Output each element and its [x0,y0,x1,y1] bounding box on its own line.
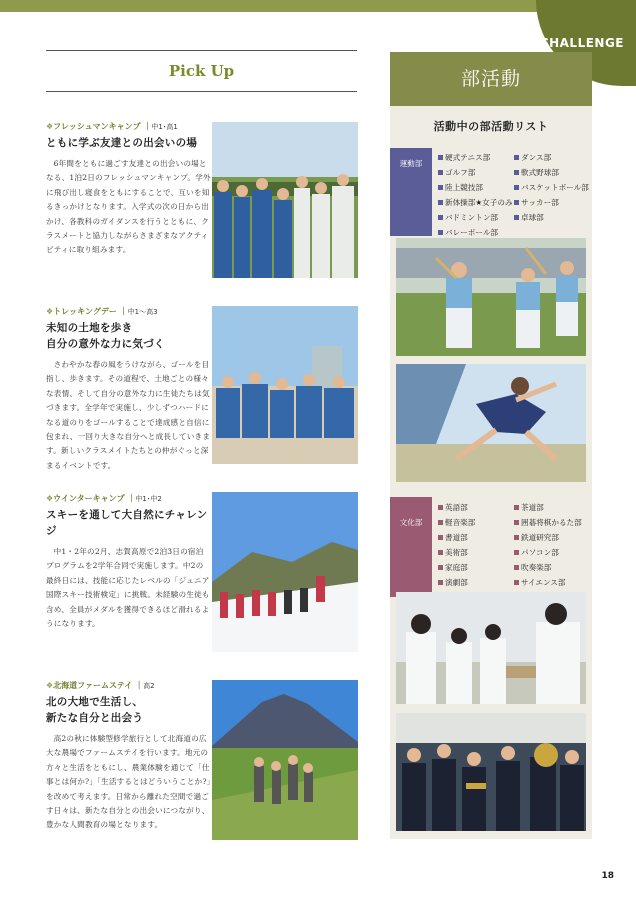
culture-label: 文化部 [399,518,423,527]
section-grade: 高2 [143,682,155,690]
bullet-icon: ❖ [46,307,54,316]
section-grade: 中1〜高3 [127,308,158,316]
photo-hokkaido-farmstay [212,680,358,840]
club-item: 囲碁将棋かるた部 [514,517,588,528]
club-item: 茶道部 [514,502,588,513]
club-item: 書道部 [438,532,514,543]
club-item: 演劇部 [438,577,514,588]
club-item: バレーボール部 [438,227,514,238]
club-item: 卓球部 [514,212,588,223]
section-body: 6年間をともに過ごす友達との出会いの場となる、1泊2日のフレッシュマンキャンプ。学外に飛び出し寝食をともにすることで、互いを知るきっかけとなります。入学式の次の日から出かけ、各教科のガイダンスを行うとともに、クラスメートと協力しながらさまざまなアクティビティに取り組みます。 [46,159,211,255]
pickup-header [46,50,357,92]
section-freshman-camp: ❖フレッシュマンキャンプ ｜中1･高1 ともに学ぶ友達との出会いの場 6年間をともに過ごす友達との出会いの場となる、1泊2日のフレッシュマンキャンプ。学外に飛び出し寝食をともにすることで、互いを知るきっかけとなります。入学式の次の日から出かけ、各教科のガイダンスを行うとともに、クラスメートと協力しながらさまざまなアクティビティに取り組みます。 [46,121,211,258]
section-trekking-day: ❖トレッキングデー ｜中1〜高3 未知の土地を歩き 自分の意外な力に気づく さわやかな春の風をうけながら、ゴールを目指し、歩きます。その道程で、土地ごとの様々な表情、そして自分の意外な力に生徒たちは気づきます。全学年で実施し、少しずつハードになる道のりをゴールすることで達成感と自信に包まれ、一回り大きな自分へと成長していきます。新しいクラスメイトたちとの仲がぐっと深まるイベントです。 [46,306,211,473]
club-item: ダンス部 [514,152,588,163]
club-item: 吹奏楽部 [514,562,588,573]
page-number: 18 [601,871,614,881]
sports-club-list [438,152,588,238]
club-item: 家庭部 [438,562,514,573]
section-grade: 中1･高1 [151,123,178,131]
club-item: 新体操部★女子のみ [438,197,514,208]
club-item: サイエンス部 [514,577,588,588]
photo-track-athlete [396,364,586,482]
section-body: 高2の秋に体験型修学旅行として北海道の広大な農場でファームステイを行います。地元の方々と生活をともにし、農業体験を通じて「仕事とは何か?」「生活するとはどういうことか?」を改めて考えます。日常から離れた空間で過ごす日々は、新たな自分との出会いにつながり、豊かな人間教育の場となります。 [46,734,211,830]
section-tag: フレッシュマンキャンプ [53,122,141,131]
section-heading-line1: 未知の土地を歩き [46,322,133,334]
sports-label: 運動部 [399,159,423,168]
club-item: 英語部 [438,502,514,513]
photo-freshman-camp [212,122,358,278]
section-heading-line1: 北の大地で生活し、 [46,696,144,708]
club-item: 軽音楽部 [438,517,514,528]
culture-category [390,497,432,597]
club-item: バスケットボール部 [514,182,588,193]
club-item: パソコン部 [514,547,588,558]
section-tag: トレッキングデー [53,307,117,316]
section-winter-camp: ❖ウインターキャンプ ｜中1･中2 スキーを通して大自然にチャレンジ 中1・2年の2月、志賀高原で2泊3日の宿泊プログラムを2学年合同で実施します。中2の最終日には、技能に応じたレベルの「ジュニア国際スキー技術検定」に挑戦。未経験の生徒も含め、全員がメダルを獲得できるほど滑れるようになります。 [46,493,211,631]
club-item: バドミントン部 [438,212,514,223]
section-body: 中1・2年の2月、志賀高原で2泊3日の宿泊プログラムを2学年合同で実施します。中2の最終日には、技能に応じたレベルの「ジュニア国際スキー技術検定」に挑戦。未経験の生徒も含め、全員がメダルを獲得できるほど滑れるようになります。 [46,547,210,629]
club-item: 陸上競技部 [438,182,514,193]
bullet-icon: ❖ [46,494,54,503]
section-hokkaido-farmstay: ❖北海道ファームステイ ｜高2 北の大地で生活し、 新たな自分と出会う 高2の秋に体験型修学旅行として北海道の広大な農場でファームステイを行います。地元の方々と生活をともにし、農業体験を通じて「仕事とは何か?」「生活するとはどういうことか?」を改めて考えます。日常から離れた空間で過ごす日々は、新たな自分との出会いにつながり、豊かな人間教育の場となります。 [46,680,211,833]
section-grade: 中1･中2 [135,495,162,503]
photo-winter-camp [212,492,358,652]
panel-title: 部活動 [390,52,592,106]
sports-category [390,148,432,236]
photo-brass-band [396,713,586,831]
club-item: 美術部 [438,547,514,558]
bullet-icon: ❖ [46,122,54,131]
photo-science-lab [396,592,586,704]
club-item: 軟式野球部 [514,167,588,178]
section-tag: ウインターキャンプ [53,494,125,503]
section-heading: ともに学ぶ友達との出会いの場 [46,137,198,149]
club-item: ゴルフ部 [438,167,514,178]
club-activities-panel [390,52,592,839]
culture-club-list [438,502,588,588]
section-body: さわやかな春の風をうけながら、ゴールを目指し、歩きます。その道程で、土地ごとの様々な表情、そして自分の意外な力に生徒たちは気づきます。全学年で実施し、少しずつハードになる道のりをゴールすることで達成感と自信に包まれ、一回り大きな自分へと成長していきます。新しいクラスメイトたちとの仲がぐっと深まるイベントです。 [46,360,211,470]
club-item: サッカー部 [514,197,588,208]
section-heading-line2: 新たな自分と出会う [46,712,144,724]
section-heading-line2: 自分の意外な力に気づく [46,338,165,350]
pickup-title: Pick Up [168,62,235,80]
challenge-label: CHALLENGE [539,36,624,50]
section-heading: スキーを通して大自然にチャレンジ [46,509,208,537]
section-tag: 北海道ファームステイ [53,681,133,690]
bullet-icon: ❖ [46,681,54,690]
photo-trekking-day [212,306,358,464]
photo-baseball [396,238,586,356]
club-list-title: 活動中の部活動リスト [433,120,549,133]
club-item: 硬式テニス部 [438,152,514,163]
club-item: 鉄道研究部 [514,532,588,543]
